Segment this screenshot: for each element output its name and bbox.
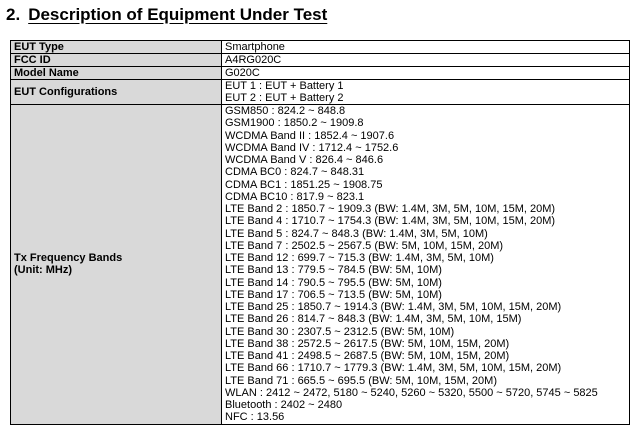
band-item: LTE Band 26 : 814.7 ~ 848.3 (BW: 1.4M, 3M, 5M, 10M, 15M) (225, 313, 522, 326)
tx-frequency-bands-label (11, 105, 222, 425)
table-row (11, 41, 630, 54)
band-item: WCDMA Band IV : 1712.4 ~ 1752.6 (225, 141, 399, 154)
band-item: CDMA BC0 : 824.7 ~ 848.31 (225, 166, 365, 179)
band-item: LTE Band 5 : 824.7 ~ 848.3 (BW: 1.4M, 3M, 5M, 10M) (225, 227, 488, 240)
eut-type-value: Smartphone (222, 41, 630, 54)
band-item: WCDMA Band II : 1852.4 ~ 1907.6 (225, 129, 395, 142)
band-item: LTE Band 7 : 2502.5 ~ 2567.5 (BW: 5M, 10M, 15M, 20M) (225, 239, 504, 252)
band-item: GSM850 : 824.2 ~ 848.8 (225, 105, 346, 117)
tx-label-line2: (Unit: MHz) (14, 264, 73, 277)
band-item: LTE Band 2 : 1850.7 ~ 1909.3 (BW: 1.4M, 3M, 5M, 10M, 15M, 20M) (225, 203, 556, 215)
model-name-label: Model Name (11, 67, 222, 80)
equipment-table (10, 40, 630, 425)
band-item: LTE Band 17 : 706.5 ~ 713.5 (BW: 5M, 10M) (225, 288, 442, 301)
band-item: Bluetooth : 2402 ~ 2480 (225, 399, 343, 411)
band-item: CDMA BC10 : 817.9 ~ 823.1 (225, 190, 365, 203)
table-row (11, 80, 630, 105)
band-item: LTE Band 13 : 779.5 ~ 784.5 (BW: 5M, 10M) (225, 264, 442, 277)
band-item: LTE Band 38 : 2572.5 ~ 2617.5 (BW: 5M, 10M, 15M, 20M) (225, 337, 510, 350)
band-item: LTE Band 14 : 790.5 ~ 795.5 (BW: 5M, 10M) (225, 276, 442, 289)
list-item: EUT 2 : EUT + Battery 2 (225, 92, 344, 104)
band-item: LTE Band 30 : 2307.5 ~ 2312.5 (BW: 5M, 10M) (225, 325, 455, 338)
list-item: EUT 1 : EUT + Battery 1 (225, 80, 344, 92)
section-heading (6, 4, 327, 26)
band-item: WLAN : 2412 ~ 2472, 5180 ~ 5240, 5260 ~ 5320, 5500 ~ 5720, 5745 ~ 5825 (225, 386, 598, 399)
tx-label-line1: Tx Frequency Bands (14, 252, 123, 265)
section-number: 2. (6, 5, 21, 24)
table-row (11, 105, 630, 425)
table-row (11, 67, 630, 80)
eut-configurations-value (222, 80, 630, 105)
tx-frequency-bands-value (222, 105, 630, 425)
band-item: CDMA BC1 : 1851.25 ~ 1908.75 (225, 178, 383, 191)
band-item: LTE Band 25 : 1850.7 ~ 1914.3 (BW: 1.4M, 3M, 5M, 10M, 15M, 20M) (225, 301, 562, 313)
band-item: LTE Band 41 : 2498.5 ~ 2687.5 (BW: 5M, 10M, 15M, 20M) (225, 350, 510, 362)
band-item: NFC : 13.56 (225, 411, 285, 424)
fcc-id-label: FCC ID (11, 54, 222, 67)
model-name-value: G020C (222, 67, 630, 80)
band-item: LTE Band 12 : 699.7 ~ 715.3 (BW: 1.4M, 3M, 5M, 10M) (225, 252, 494, 264)
fcc-id-value: A4RG020C (222, 54, 630, 67)
band-item: LTE Band 66 : 1710.7 ~ 1779.3 (BW: 1.4M, 3M, 5M, 10M, 15M, 20M) (225, 362, 562, 375)
table-row (11, 54, 630, 67)
band-item: WCDMA Band V : 826.4 ~ 846.6 (225, 154, 384, 166)
band-item: GSM1900 : 1850.2 ~ 1909.8 (225, 117, 364, 130)
eut-type-label: EUT Type (11, 41, 222, 54)
band-item: LTE Band 4 : 1710.7 ~ 1754.3 (BW: 1.4M, 3M, 5M, 10M, 15M, 20M) (225, 215, 556, 228)
section-title: Description of Equipment Under Test (28, 5, 328, 24)
eut-configurations-label: EUT Configurations (11, 80, 222, 105)
band-item: LTE Band 71 : 665.5 ~ 695.5 (BW: 5M, 10M, 15M, 20M) (225, 374, 497, 387)
